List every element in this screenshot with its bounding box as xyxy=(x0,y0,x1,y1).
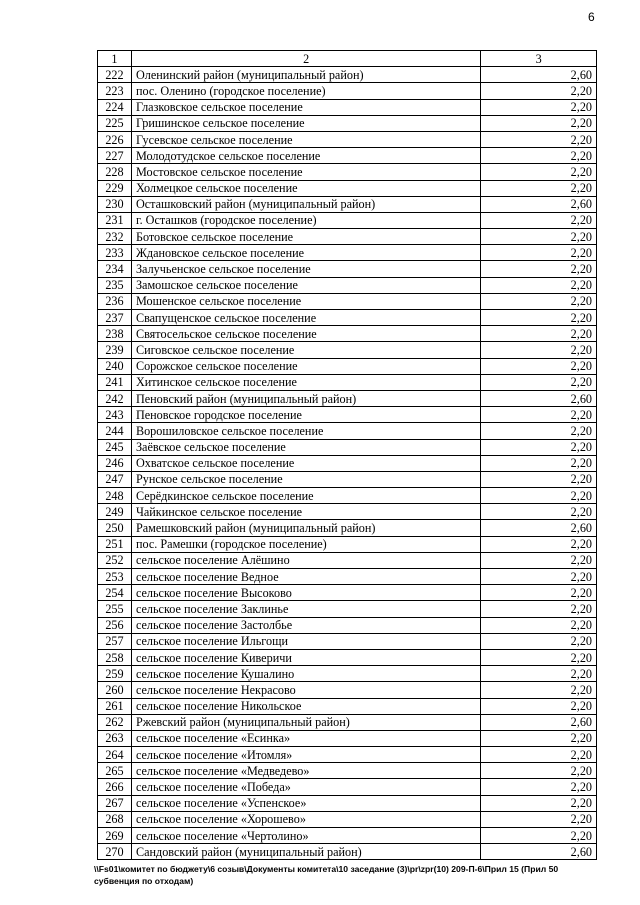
row-number: 241 xyxy=(98,374,132,390)
row-value: 2,20 xyxy=(481,326,597,342)
row-number: 256 xyxy=(98,617,132,633)
row-name: сельское поселение Некрасово xyxy=(131,682,480,698)
table-row xyxy=(98,229,597,245)
row-name: Заёвское сельское поселение xyxy=(131,439,480,455)
row-number: 266 xyxy=(98,779,132,795)
row-value: 2,60 xyxy=(481,714,597,730)
row-value: 2,20 xyxy=(481,180,597,196)
table-row xyxy=(98,374,597,390)
row-name: сельское поселение Никольское xyxy=(131,698,480,714)
row-value: 2,20 xyxy=(481,245,597,261)
row-name: сельское поселение Киверичи xyxy=(131,649,480,665)
table-header-row xyxy=(98,51,597,67)
row-name: Гусевское сельское поселение xyxy=(131,131,480,147)
table-body xyxy=(98,67,597,860)
table-row xyxy=(98,585,597,601)
row-value: 2,20 xyxy=(481,293,597,309)
row-value: 2,20 xyxy=(481,536,597,552)
table-row xyxy=(98,131,597,147)
row-name: Сандовский район (муниципальный район) xyxy=(131,844,480,860)
row-name: г. Осташков (городское поселение) xyxy=(131,212,480,228)
column-header-name: 2 xyxy=(131,51,480,67)
row-number: 261 xyxy=(98,698,132,714)
row-value: 2,20 xyxy=(481,439,597,455)
row-number: 226 xyxy=(98,131,132,147)
row-name: сельское поселение Кушалино xyxy=(131,666,480,682)
table-row xyxy=(98,633,597,649)
row-value: 2,20 xyxy=(481,633,597,649)
table-row xyxy=(98,455,597,471)
row-number: 252 xyxy=(98,552,132,568)
row-value: 2,20 xyxy=(481,455,597,471)
row-value: 2,20 xyxy=(481,277,597,293)
table-row xyxy=(98,698,597,714)
row-number: 248 xyxy=(98,488,132,504)
row-value: 2,20 xyxy=(481,666,597,682)
table-row xyxy=(98,763,597,779)
row-number: 254 xyxy=(98,585,132,601)
row-name: сельское поселение Ильгощи xyxy=(131,633,480,649)
row-name: Рамешковский район (муниципальный район) xyxy=(131,520,480,536)
table-row xyxy=(98,439,597,455)
row-value: 2,20 xyxy=(481,811,597,827)
table-row xyxy=(98,666,597,682)
table-row xyxy=(98,795,597,811)
table-row xyxy=(98,617,597,633)
table-row xyxy=(98,310,597,326)
row-name: Рунское сельское поселение xyxy=(131,471,480,487)
table-row xyxy=(98,277,597,293)
row-name: Сиговское сельское поселение xyxy=(131,342,480,358)
row-number: 242 xyxy=(98,390,132,406)
row-number: 260 xyxy=(98,682,132,698)
table-row xyxy=(98,601,597,617)
row-number: 255 xyxy=(98,601,132,617)
table-row xyxy=(98,115,597,131)
table-row xyxy=(98,245,597,261)
row-value: 2,60 xyxy=(481,844,597,860)
row-name: Глазковское сельское поселение xyxy=(131,99,480,115)
table-row xyxy=(98,261,597,277)
row-number: 253 xyxy=(98,569,132,585)
row-value: 2,20 xyxy=(481,131,597,147)
table-row xyxy=(98,536,597,552)
row-number: 249 xyxy=(98,504,132,520)
row-number: 230 xyxy=(98,196,132,212)
row-number: 258 xyxy=(98,649,132,665)
row-name: Холмецкое сельское поселение xyxy=(131,180,480,196)
row-number: 237 xyxy=(98,310,132,326)
row-value: 2,20 xyxy=(481,99,597,115)
row-number: 244 xyxy=(98,423,132,439)
table-row xyxy=(98,730,597,746)
table-row xyxy=(98,471,597,487)
row-name: Сорожское сельское поселение xyxy=(131,358,480,374)
row-number: 262 xyxy=(98,714,132,730)
row-name: Ботовское сельское поселение xyxy=(131,229,480,245)
row-value: 2,20 xyxy=(481,698,597,714)
row-number: 257 xyxy=(98,633,132,649)
row-name: Охватское сельское поселение xyxy=(131,455,480,471)
row-value: 2,60 xyxy=(481,196,597,212)
row-number: 250 xyxy=(98,520,132,536)
row-value: 2,20 xyxy=(481,682,597,698)
row-name: Чайкинское сельское поселение xyxy=(131,504,480,520)
row-name: сельское поселение Ведное xyxy=(131,569,480,585)
row-name: сельское поселение Высоково xyxy=(131,585,480,601)
row-number: 259 xyxy=(98,666,132,682)
table-row xyxy=(98,488,597,504)
row-name: Залучьенское сельское поселение xyxy=(131,261,480,277)
row-value: 2,20 xyxy=(481,828,597,844)
row-value: 2,20 xyxy=(481,617,597,633)
row-name: сельское поселение «Медведево» xyxy=(131,763,480,779)
row-value: 2,20 xyxy=(481,407,597,423)
row-name: Осташковский район (муниципальный район) xyxy=(131,196,480,212)
row-name: пос. Оленино (городское поселение) xyxy=(131,83,480,99)
row-name: сельское поселение Заклинье xyxy=(131,601,480,617)
table-row xyxy=(98,326,597,342)
table-row xyxy=(98,423,597,439)
row-value: 2,20 xyxy=(481,229,597,245)
row-name: Пеновское городское поселение xyxy=(131,407,480,423)
page-number: 6 xyxy=(588,10,595,24)
row-value: 2,60 xyxy=(481,67,597,83)
row-name: Пеновский район (муниципальный район) xyxy=(131,390,480,406)
row-value: 2,60 xyxy=(481,390,597,406)
row-value: 2,20 xyxy=(481,423,597,439)
row-number: 243 xyxy=(98,407,132,423)
table-row xyxy=(98,844,597,860)
table-row xyxy=(98,811,597,827)
row-number: 239 xyxy=(98,342,132,358)
row-value: 2,20 xyxy=(481,504,597,520)
row-name: Ржевский район (муниципальный район) xyxy=(131,714,480,730)
row-name: сельское поселение «Чертолино» xyxy=(131,828,480,844)
table-row xyxy=(98,148,597,164)
row-name: Ждановское сельское поселение xyxy=(131,245,480,261)
row-value: 2,20 xyxy=(481,164,597,180)
row-value: 2,20 xyxy=(481,488,597,504)
row-number: 251 xyxy=(98,536,132,552)
table-row xyxy=(98,342,597,358)
row-number: 238 xyxy=(98,326,132,342)
table-row xyxy=(98,99,597,115)
row-number: 227 xyxy=(98,148,132,164)
row-number: 268 xyxy=(98,811,132,827)
row-value: 2,20 xyxy=(481,763,597,779)
row-name: сельское поселение «Успенское» xyxy=(131,795,480,811)
row-number: 228 xyxy=(98,164,132,180)
table-row xyxy=(98,358,597,374)
row-value: 2,20 xyxy=(481,601,597,617)
row-name: Мостовское сельское поселение xyxy=(131,164,480,180)
row-number: 224 xyxy=(98,99,132,115)
column-header-value: 3 xyxy=(481,51,597,67)
row-number: 231 xyxy=(98,212,132,228)
table-row xyxy=(98,67,597,83)
table-row xyxy=(98,164,597,180)
column-header-number: 1 xyxy=(98,51,132,67)
table-row xyxy=(98,83,597,99)
row-name: сельское поселение «Победа» xyxy=(131,779,480,795)
table-row xyxy=(98,293,597,309)
row-number: 234 xyxy=(98,261,132,277)
row-value: 2,20 xyxy=(481,552,597,568)
row-number: 222 xyxy=(98,67,132,83)
row-value: 2,20 xyxy=(481,374,597,390)
row-value: 2,20 xyxy=(481,471,597,487)
table-row xyxy=(98,407,597,423)
row-value: 2,20 xyxy=(481,310,597,326)
row-name: Серёдкинское сельское поселение xyxy=(131,488,480,504)
table-row xyxy=(98,520,597,536)
row-number: 225 xyxy=(98,115,132,131)
row-number: 232 xyxy=(98,229,132,245)
table-row xyxy=(98,390,597,406)
table-row xyxy=(98,649,597,665)
row-number: 229 xyxy=(98,180,132,196)
row-number: 267 xyxy=(98,795,132,811)
row-name: Гришинское сельское поселение xyxy=(131,115,480,131)
row-number: 270 xyxy=(98,844,132,860)
row-number: 265 xyxy=(98,763,132,779)
row-number: 236 xyxy=(98,293,132,309)
row-name: сельское поселение Застолбье xyxy=(131,617,480,633)
row-value: 2,20 xyxy=(481,585,597,601)
row-number: 264 xyxy=(98,747,132,763)
row-number: 247 xyxy=(98,471,132,487)
row-number: 263 xyxy=(98,730,132,746)
row-name: Оленинский район (муниципальный район) xyxy=(131,67,480,83)
table-row xyxy=(98,779,597,795)
table-row xyxy=(98,828,597,844)
row-name: сельское поселение «Хорошево» xyxy=(131,811,480,827)
row-value: 2,20 xyxy=(481,342,597,358)
row-value: 2,20 xyxy=(481,569,597,585)
subvention-table xyxy=(97,50,597,860)
row-number: 269 xyxy=(98,828,132,844)
row-number: 235 xyxy=(98,277,132,293)
row-value: 2,20 xyxy=(481,261,597,277)
row-value: 2,20 xyxy=(481,747,597,763)
row-value: 2,20 xyxy=(481,212,597,228)
row-name: Свапущенское сельское поселение xyxy=(131,310,480,326)
row-name: Святосельское сельское поселение xyxy=(131,326,480,342)
row-number: 240 xyxy=(98,358,132,374)
row-name: сельское поселение «Итомля» xyxy=(131,747,480,763)
table-row xyxy=(98,552,597,568)
table-row xyxy=(98,212,597,228)
row-value: 2,20 xyxy=(481,649,597,665)
row-name: Мошенское сельское поселение xyxy=(131,293,480,309)
row-value: 2,20 xyxy=(481,779,597,795)
table-row xyxy=(98,180,597,196)
table-row xyxy=(98,569,597,585)
row-name: пос. Рамешки (городское поселение) xyxy=(131,536,480,552)
footer-file-path: \\Fs01\комитет по бюджету\6 созыв\Документы комитета\10 заседание (3)\pr\zpr(10) 209-П-6\Прил 15 (Прил 50 субвенция по отходам) xyxy=(94,864,559,886)
row-name: сельское поселение «Есинка» xyxy=(131,730,480,746)
row-name: Замошское сельское поселение xyxy=(131,277,480,293)
row-name: Ворошиловское сельское поселение xyxy=(131,423,480,439)
row-name: Хитинское сельское поселение xyxy=(131,374,480,390)
row-value: 2,20 xyxy=(481,148,597,164)
row-value: 2,20 xyxy=(481,730,597,746)
row-value: 2,20 xyxy=(481,83,597,99)
table-row xyxy=(98,747,597,763)
table-row xyxy=(98,682,597,698)
row-number: 245 xyxy=(98,439,132,455)
row-value: 2,60 xyxy=(481,520,597,536)
table-row xyxy=(98,714,597,730)
row-number: 223 xyxy=(98,83,132,99)
row-name: сельское поселение Алёшино xyxy=(131,552,480,568)
row-number: 233 xyxy=(98,245,132,261)
row-number: 246 xyxy=(98,455,132,471)
row-name: Молодотудское сельское поселение xyxy=(131,148,480,164)
row-value: 2,20 xyxy=(481,358,597,374)
row-value: 2,20 xyxy=(481,795,597,811)
row-value: 2,20 xyxy=(481,115,597,131)
table-row xyxy=(98,196,597,212)
table-row xyxy=(98,504,597,520)
